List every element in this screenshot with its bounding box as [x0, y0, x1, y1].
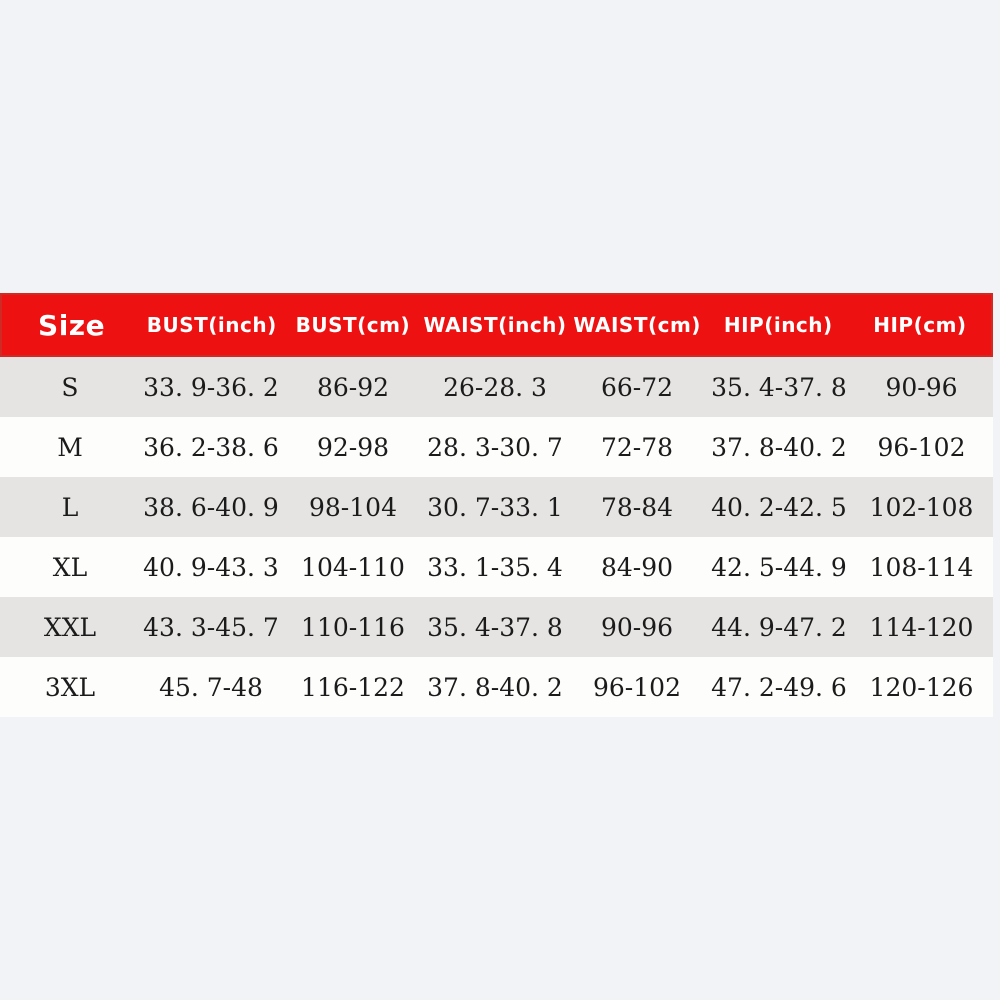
- cell-waist-inch: 35. 4-37. 8: [427, 612, 563, 642]
- cell-waist-cm: 90-96: [600, 612, 674, 642]
- cell-waist-cm: 78-84: [600, 492, 674, 522]
- header-cell-size: Size: [38, 308, 106, 342]
- table-row-m: [0, 417, 993, 477]
- header-cell-bust-inch: BUST(inch): [146, 313, 277, 337]
- cell-hip-inch: 42. 5-44. 9: [711, 552, 847, 582]
- cell-hip-inch: 37. 8-40. 2: [711, 432, 847, 462]
- cell-hip-cm: 108-114: [869, 552, 974, 582]
- cell-bust-cm: 92-98: [316, 432, 390, 462]
- cell-hip-cm: 96-102: [877, 432, 966, 462]
- cell-bust-inch: 38. 6-40. 9: [143, 492, 279, 522]
- cell-waist-inch: 28. 3-30. 7: [427, 432, 563, 462]
- cell-bust-cm: 116-122: [301, 672, 405, 702]
- table-row-xxl: [0, 597, 993, 657]
- header-cell-hip-cm: HIP(cm): [873, 313, 967, 337]
- header-cell-bust-cm: BUST(cm): [295, 313, 411, 337]
- cell-waist-inch: 37. 8-40. 2: [427, 672, 563, 702]
- table-header-row: [0, 293, 993, 357]
- cell-bust-inch: 40. 9-43. 3: [143, 552, 279, 582]
- cell-bust-cm: 98-104: [309, 492, 397, 522]
- cell-size-label: M: [57, 432, 83, 462]
- cell-waist-inch: 30. 7-33. 1: [427, 492, 563, 522]
- cell-waist-cm: 72-78: [600, 432, 674, 462]
- cell-size-label: L: [61, 492, 79, 522]
- cell-hip-inch: 40. 2-42. 5: [711, 492, 847, 522]
- table-row-l: [0, 477, 993, 537]
- cell-size-label: XXL: [43, 612, 97, 642]
- table-row-3xl: [0, 657, 993, 717]
- cell-waist-inch: 33. 1-35. 4: [427, 552, 563, 582]
- cell-size-label: 3XL: [44, 672, 96, 702]
- size-chart-table: [0, 293, 993, 717]
- cell-waist-inch: 26-28. 3: [443, 372, 547, 402]
- header-cell-waist-inch: WAIST(inch): [423, 313, 567, 337]
- cell-hip-cm: 114-120: [869, 612, 974, 642]
- cell-bust-inch: 36. 2-38. 6: [143, 432, 279, 462]
- cell-waist-cm: 84-90: [600, 552, 674, 582]
- cell-size-label: S: [61, 372, 79, 402]
- cell-bust-cm: 86-92: [316, 372, 390, 402]
- header-cell-hip-inch: HIP(inch): [723, 313, 833, 337]
- header-cell-waist-cm: WAIST(cm): [573, 313, 701, 337]
- cell-bust-inch: 43. 3-45. 7: [143, 612, 279, 642]
- cell-waist-cm: 66-72: [600, 372, 674, 402]
- cell-hip-cm: 90-96: [885, 372, 958, 402]
- cell-hip-cm: 120-126: [869, 672, 974, 702]
- cell-hip-inch: 35. 4-37. 8: [711, 372, 847, 402]
- cell-bust-inch: 33. 9-36. 2: [143, 372, 279, 402]
- cell-hip-cm: 102-108: [869, 492, 974, 522]
- cell-bust-cm: 110-116: [301, 612, 405, 642]
- table-row-xl: [0, 537, 993, 597]
- cell-size-label: XL: [52, 552, 88, 582]
- cell-hip-inch: 47. 2-49. 6: [711, 672, 847, 702]
- cell-waist-cm: 96-102: [593, 672, 681, 702]
- cell-bust-cm: 104-110: [301, 552, 405, 582]
- table-row-s: [0, 357, 993, 417]
- cell-hip-inch: 44. 9-47. 2: [711, 612, 847, 642]
- cell-bust-inch: 45. 7-48: [159, 672, 263, 702]
